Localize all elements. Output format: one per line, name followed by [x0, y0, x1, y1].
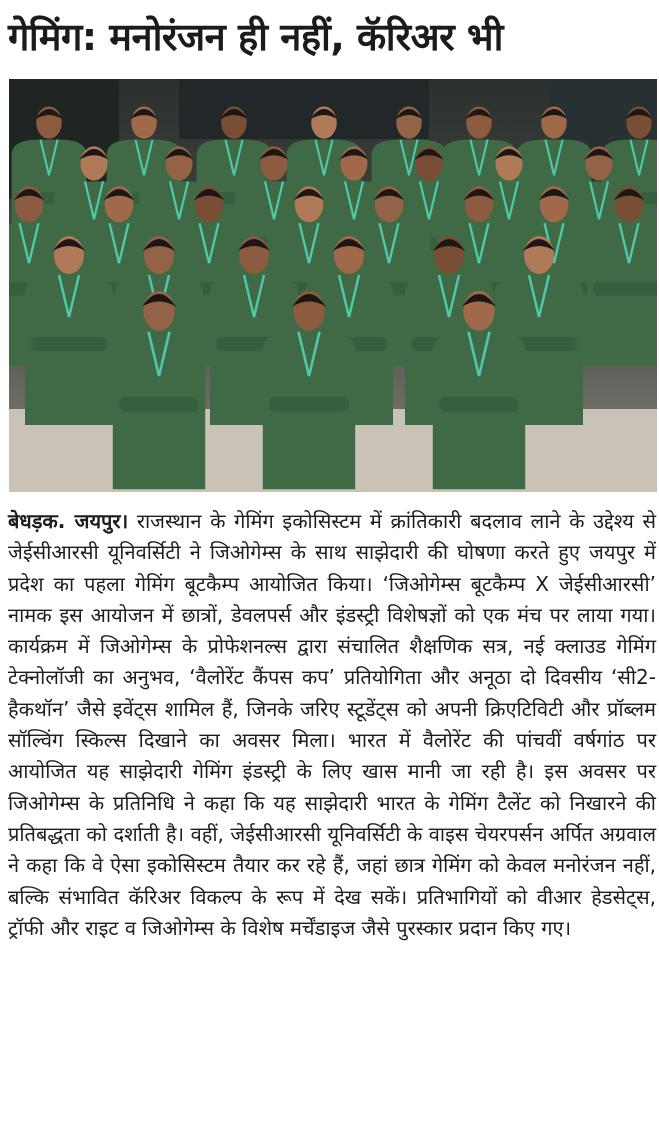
folded-arms: [593, 282, 657, 295]
folded-arms: [439, 397, 519, 412]
folded-arms: [119, 397, 199, 412]
article-dateline: बेधड़क. जयपुर।: [8, 509, 129, 533]
headline: गेमिंग: मनोरंजन ही नहीं, कॅरिअर भी: [8, 15, 503, 59]
building-panel-center: [179, 79, 429, 139]
folded-arms: [31, 337, 107, 351]
group-photo-illustration: [9, 79, 657, 492]
article-text: राजस्थान के गेमिंग इकोसिस्टम में क्रांतिकारी बदलाव लाने के उद्देश्य से जेईसीआरसी यूनिवर्सिटी ने जिओगेम्स के साथ साझेदारी की घोषणा करते हुए जयपुर में प्रदेश का पहला गेमिंग बूटकैम्प आयोजित किया। ‘जिओगेम्स बूटकैम्प X जेईसीआरसी’ नामक इस आयोजन में छात्रों, डेवलपर्स और इंडस्ट्री विशेषज्ञों को एक मंच पर लाया गया। कार्यक्रम में जिओगेम्स के प्रोफेशनल्स द्वारा संचालित शैक्षणिक सत्र, नई क्लाउड गेमिंग टेक्नोलॉजी का अनुभव, ‘वैलोरेंट कैंपस कप’ प्रतियोगिता और अनूठा दो दिवसीय ‘सी2-हैकथॉन’ जैसे इवेंट्स शामिल हैं, जिनके जरिए स्टूडेंट्स को अपनी क्रिएटिविटी और प्रॉब्लम सॉल्विंग स्किल्स दिखाने का अवसर मिला। भारत में वैलोरेंट की पांचवीं वर्षगांठ पर आयोजित यह साझेदारी गेमिंग इंडस्ट्री के लिए खास मानी जा रही है। इस अवसर पर जिओगेम्स के प्रतिनिधि ने कहा कि यह साझेदारी भारत के गेमिंग टैलेंट को निखारने की प्रतिबद्धता को दर्शाती है। वहीं, जेईसीआरसी यूनिवर्सिटी के वाइस चेयरपर्सन अर्पित अग्रवाल ने कहा कि वे ऐसा इकोसिस्टम तैयार कर रहे हैं, जहां छात्र गेमिंग को केवल मनोरंजन नहीं, बल्कि संभावित कॅरिअर विकल्प के रूप में देख सकें। प्रतिभागियों को वीआर हेडसेट्स, ट्रॉफी और राइट व जिओगेम्स के विशेष मर्चेंडाइज जैसे पुरस्कार प्रदान किए गए।: [8, 509, 657, 940]
folded-arms: [269, 397, 349, 412]
article-body: [8, 506, 656, 944]
group-photo: [9, 79, 657, 492]
